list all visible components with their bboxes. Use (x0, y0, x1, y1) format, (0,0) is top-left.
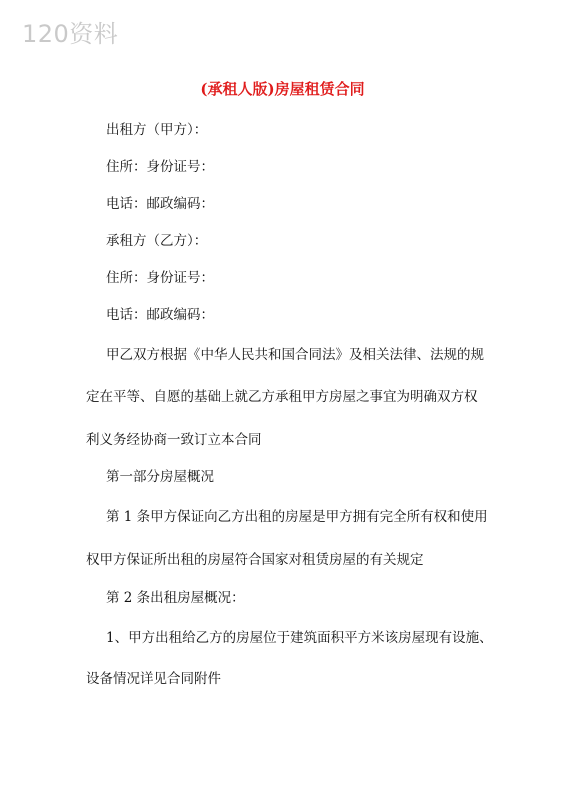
lessor-phone-postcode: 电话：邮政编码： (106, 196, 214, 212)
article-2-item-1-line-2: 设备情况详见合同附件 (86, 671, 221, 687)
article-2-item-1-line-1: 1、甲方出租给乙方的房屋位于建筑面积平方米该房屋现有设施、 (106, 630, 493, 646)
article-2-heading: 第 2 条出租房屋概况： (106, 590, 245, 606)
lessor-address-id: 住所：身份证号： (106, 159, 214, 175)
document-title: (承租人版)房屋租赁合同 (200, 80, 365, 98)
article-1-line-1: 第 1 条甲方保证向乙方出租的房屋是甲方拥有完全所有权和使用 (106, 509, 488, 525)
preamble-line-2: 定在平等、自愿的基础上就乙方承租甲方房屋之事宜为明确双方权 (86, 389, 478, 405)
preamble-line-3: 利义务经协商一致订立本合同 (86, 432, 262, 448)
section-heading: 第一部分房屋概况 (106, 469, 214, 485)
lessee-phone-postcode: 电话：邮政编码： (106, 307, 214, 323)
preamble-line-1: 甲乙双方根据《中华人民共和国合同法》及相关法律、法规的规 (106, 347, 484, 363)
watermark-logo: 120资料 (22, 20, 119, 48)
lessor-field: 出租方（甲方）： (106, 122, 208, 138)
lessee-address-id: 住所：身份证号： (106, 270, 214, 286)
lessee-field: 承租方（乙方）： (106, 233, 208, 249)
article-1-line-2: 权甲方保证所出租的房屋符合国家对租赁房屋的有关规定 (86, 552, 424, 568)
